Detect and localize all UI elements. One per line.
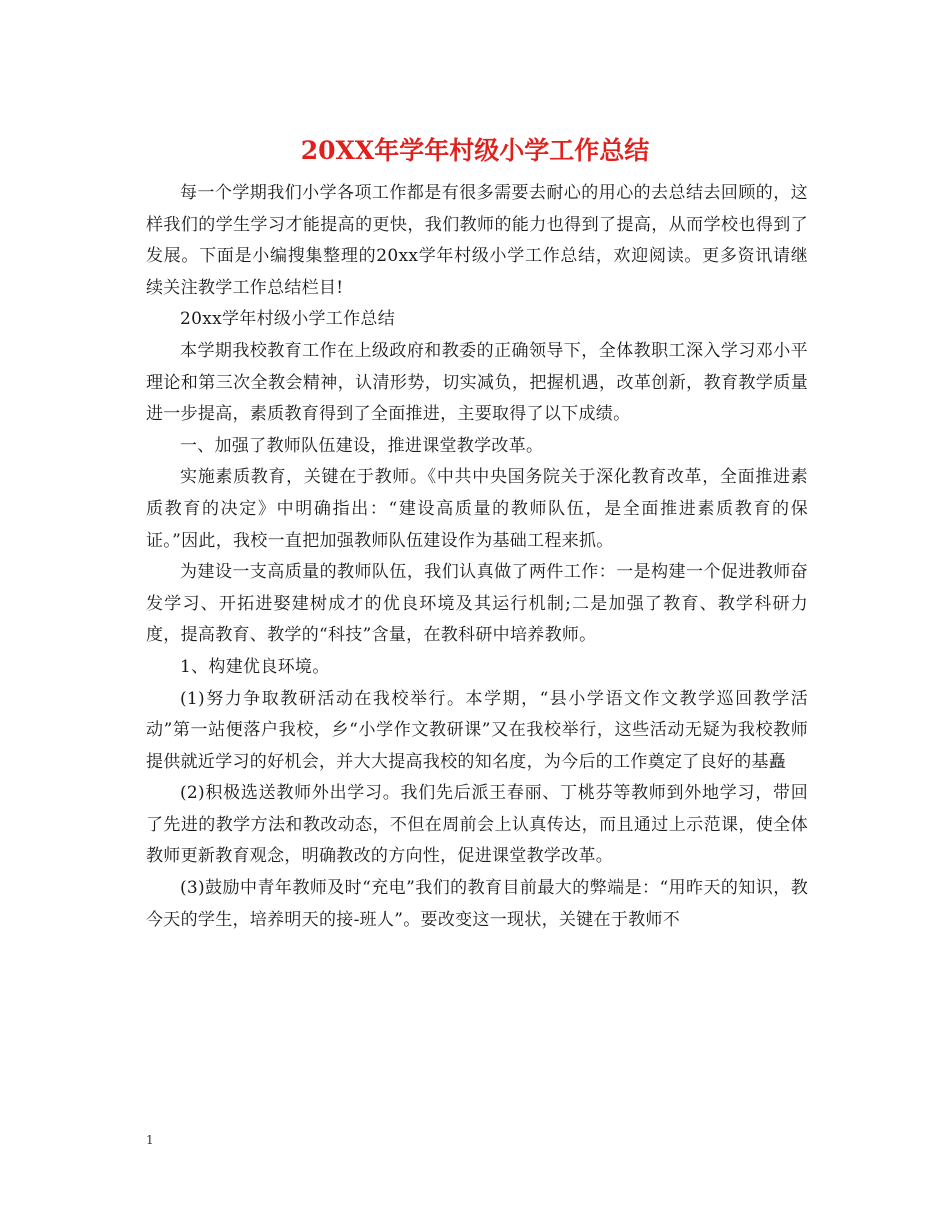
document-title: 20XX年学年村级小学工作总结 — [300, 136, 650, 165]
section-heading: 20xx学年村级小学工作总结 — [180, 309, 396, 330]
paragraph: 每一个学期我们小学各项工作都是有很多需要去耐心的用心的去总结去回顾的，这样我们的学生学习才能提高的更快，我们教师的能力也得到了提高，从而学校也得到了发展。下面是小编搜集整理的20xx学年村级小学工作总结，欢迎阅读。更多资讯请继续关注教学工作总结栏目! — [146, 183, 808, 298]
page-number: 1 — [146, 1133, 154, 1147]
paragraph: 本学期我校教育工作在上级政府和教委的正确领导下，全体教职工深入学习邓小平理论和第三次全教会精神，认清形势，切实减负，把握机遇，改革创新，教育教学质量进一步提高，素质教育得到了全面推进，主要取得了以下成绩。 — [146, 340, 808, 425]
section-heading: 一、加强了教师队伍建设，推进课堂教学改革。 — [180, 435, 544, 456]
paragraph: 实施素质教育，关键在于教师。《中共中央国务院关于深化教育改革，全面推进素质教育的决定》中明确指出：“建设高质量的教师队伍，是全面推进素质教育的保证。”因此，我校一直把加强教师队伍建设作为基础工程来抓。 — [146, 467, 808, 551]
paragraph: 为建设一支高质量的教师队伍，我们认真做了两件工作：一是构建一个促进教师奋发学习、开拓进娶建树成才的优良环境及其运行机制;二是加强了教育、教学科研力度，提高教育、教学的“科技”含量，在教科研中培养教师。 — [146, 562, 808, 646]
paragraph: (1)努力争取教研活动在我校举行。本学期，“县小学语文作文教学巡回教学活动”第一站便落户我校，乡“小学作文教研课”又在我校举行，这些活动无疑为我校教师提供就近学习的好机会，并大大提高我校的知名度，为今后的工作奠定了良好的基矗 — [146, 688, 808, 772]
paragraph: (3)鼓励中青年教师及时“充电”我们的教育目前最大的弊端是：“用昨天的知识，教今天的学生，培养明天的接-班人”。要改变这一现状，关键在于教师不 — [146, 878, 808, 930]
document-body — [146, 178, 808, 936]
section-heading: 1、构建优良环境。 — [180, 656, 330, 677]
paragraph: (2)积极选送教师外出学习。我们先后派王春丽、丁桃芬等教师到外地学习，带回了先进的教学方法和教改动态，不但在周前会上认真传达，而且通过上示范课，使全体教师更新教育观念，明确教改的方向性，促进课堂教学改革。 — [146, 783, 808, 867]
